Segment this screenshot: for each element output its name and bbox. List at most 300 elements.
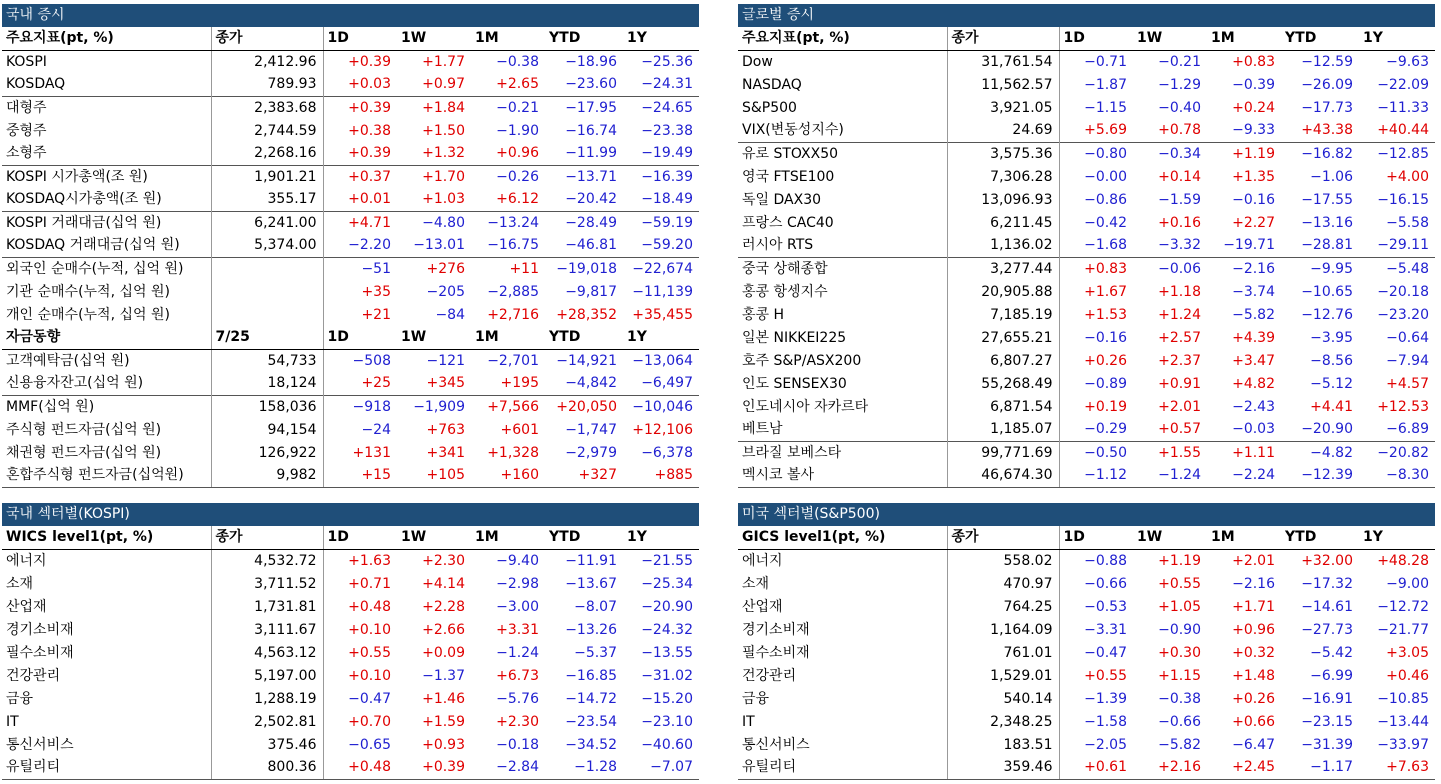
change-ytd: +4.41 — [1310, 398, 1353, 415]
row-label: KOSDAQ — [2, 73, 211, 96]
change-1d: −1.39 — [1084, 690, 1127, 707]
change-1y: −33.97 — [1377, 736, 1429, 753]
change-ytd: +32.00 — [1301, 552, 1353, 569]
change-1m: −0.18 — [496, 736, 539, 753]
table-row — [2, 641, 699, 664]
close-value: 6,211.45 — [947, 211, 1059, 234]
row-label: IT — [738, 710, 947, 733]
table-row — [738, 50, 1435, 73]
change-1w: +2.16 — [1133, 756, 1207, 779]
row-label: 필수소비재 — [738, 641, 947, 664]
change-ytd: −20.90 — [1301, 421, 1353, 438]
column-header: 1M — [471, 526, 545, 549]
change-1y: −22.09 — [1377, 76, 1429, 93]
table-row — [2, 96, 699, 119]
row-label: Dow — [738, 50, 947, 73]
row-label: 기관 순매수(누적, 십억 원) — [2, 280, 211, 303]
row-label: 필수소비재 — [2, 641, 211, 664]
change-1w: +345 — [426, 375, 465, 392]
close-value: 2,744.59 — [211, 119, 323, 142]
close-value: 1,164.09 — [947, 618, 1059, 641]
close-value: 761.01 — [947, 641, 1059, 664]
change-1d: −2.20 — [348, 237, 391, 254]
change-1d: −0.66 — [1084, 575, 1127, 592]
table-row — [738, 441, 1435, 464]
change-1d: +0.10 — [348, 621, 391, 638]
table-row — [2, 257, 699, 280]
table-row — [2, 142, 699, 165]
column-header: 종가 — [211, 27, 323, 50]
change-1d: −0.53 — [1084, 598, 1127, 615]
row-label: 주식형 펀드자금(십억 원) — [2, 418, 211, 441]
table-row — [2, 756, 699, 779]
change-1y: −9.00 — [1386, 575, 1429, 592]
table-row — [738, 641, 1435, 664]
change-1y: −31.02 — [641, 667, 693, 684]
table-row — [738, 733, 1435, 756]
change-1w: −1.37 — [422, 667, 465, 684]
table-row — [738, 710, 1435, 733]
change-1y: +885 — [623, 464, 699, 487]
table-row — [738, 211, 1435, 234]
close-value: 4,532.72 — [211, 549, 323, 572]
close-value — [211, 303, 323, 326]
row-label: 중국 상해종합 — [738, 257, 947, 280]
change-ytd: −12.76 — [1301, 306, 1353, 323]
close-value: 3,575.36 — [947, 142, 1059, 165]
change-1m: −1.90 — [496, 122, 539, 139]
close-value: 13,096.93 — [947, 188, 1059, 211]
table-row — [2, 618, 699, 641]
change-1m: −0.21 — [471, 96, 545, 119]
close-value — [211, 257, 323, 280]
column-header: 1Y — [623, 526, 699, 549]
change-1w: +0.93 — [422, 736, 465, 753]
change-1w: −1.59 — [1158, 191, 1201, 208]
change-ytd: −19,018 — [545, 257, 623, 280]
table-row — [738, 303, 1435, 326]
table-row — [738, 165, 1435, 188]
change-1w: −0.40 — [1158, 99, 1201, 116]
change-1m: +195 — [500, 375, 539, 392]
row-label: 통신서비스 — [738, 733, 947, 756]
table-header-row — [2, 326, 699, 349]
table-row — [2, 733, 699, 756]
row-label: 에너지 — [738, 549, 947, 572]
close-value: 24.69 — [947, 119, 1059, 142]
table-row — [2, 710, 699, 733]
change-1y: −16.15 — [1377, 191, 1429, 208]
close-value: 764.25 — [947, 595, 1059, 618]
row-label: 산업재 — [2, 595, 211, 618]
table-row — [2, 73, 699, 96]
column-header: 주요지표(pt, %) — [738, 27, 947, 50]
change-ytd: −26.09 — [1301, 76, 1353, 93]
change-1m: +2.45 — [1207, 756, 1281, 779]
table-row — [738, 234, 1435, 257]
column-header: 1W — [397, 526, 471, 549]
change-ytd: −3.95 — [1310, 329, 1353, 346]
row-label: 유틸리티 — [2, 756, 211, 779]
change-1d: +0.55 — [348, 644, 391, 661]
column-header: 1D — [323, 526, 397, 549]
change-ytd: +28,352 — [556, 306, 617, 323]
change-1y: −10.85 — [1377, 690, 1429, 707]
change-1y: −11.33 — [1377, 99, 1429, 116]
close-value: 1,185.07 — [947, 418, 1059, 441]
change-1d: +0.83 — [1059, 257, 1133, 280]
change-1y: −25.36 — [641, 53, 693, 70]
change-1y: −7.07 — [623, 756, 699, 779]
table-header-row — [2, 526, 699, 549]
close-value: 3,277.44 — [947, 257, 1059, 280]
row-label: 혼합주식형 펀드자금(십억원) — [2, 464, 211, 487]
change-1d: −1.15 — [1084, 99, 1127, 116]
table-row — [738, 349, 1435, 372]
change-1m: +7,566 — [471, 395, 545, 418]
global-market-panel — [738, 4, 1435, 488]
change-1m: −0.03 — [1232, 421, 1275, 438]
change-1d: +0.10 — [348, 667, 391, 684]
row-label: 홍콩 항셍지수 — [738, 280, 947, 303]
change-1m: +3.47 — [1232, 352, 1275, 369]
change-1d: −0.16 — [1084, 329, 1127, 346]
change-ytd: −20.42 — [565, 191, 617, 208]
change-1w: +0.16 — [1158, 214, 1201, 231]
change-1w: −5.82 — [1158, 736, 1201, 753]
row-label: 산업재 — [738, 595, 947, 618]
change-1m: −2.43 — [1232, 398, 1275, 415]
change-1y: +4.00 — [1386, 168, 1429, 185]
change-1m: −2.16 — [1232, 575, 1275, 592]
column-header: GICS level1(pt, %) — [738, 526, 947, 549]
close-value: 470.97 — [947, 572, 1059, 595]
row-label: 채권형 펀드자금(십억 원) — [2, 441, 211, 464]
table-row — [738, 464, 1435, 487]
change-ytd: −4,842 — [565, 375, 617, 392]
change-1m: +1.11 — [1207, 441, 1281, 464]
change-1w: +1.55 — [1133, 441, 1207, 464]
table-row — [738, 96, 1435, 119]
table-row — [738, 119, 1435, 142]
change-1d: −1.58 — [1084, 713, 1127, 730]
table-row — [2, 50, 699, 73]
change-1m: −2,701 — [487, 352, 539, 369]
domestic-market-panel — [2, 4, 699, 488]
change-1d: −0.89 — [1084, 375, 1127, 392]
row-label: 프랑스 CAC40 — [738, 211, 947, 234]
change-1d: +0.26 — [1084, 352, 1127, 369]
change-1y: −29.11 — [1377, 237, 1429, 254]
change-1d: +131 — [352, 444, 391, 461]
change-1y: +0.46 — [1386, 667, 1429, 684]
change-1w: −205 — [426, 283, 465, 300]
close-value: 2,268.16 — [211, 142, 323, 165]
change-1w: −0.21 — [1158, 53, 1201, 70]
change-ytd: −13.26 — [565, 621, 617, 638]
close-value: 7,306.28 — [947, 165, 1059, 188]
change-1d: −0.71 — [1084, 53, 1127, 70]
table-row — [2, 664, 699, 687]
row-label: 경기소비재 — [738, 618, 947, 641]
change-1w: −84 — [435, 306, 465, 323]
row-label: 베트남 — [738, 418, 947, 441]
row-label: KOSPI 거래대금(십억 원) — [2, 211, 211, 234]
change-1w: −0.66 — [1158, 713, 1201, 730]
change-1m: −0.16 — [1232, 191, 1275, 208]
column-header: 1M — [1207, 27, 1281, 50]
column-header: YTD — [1281, 526, 1359, 549]
close-value: 1,529.01 — [947, 664, 1059, 687]
change-ytd: −8.56 — [1310, 352, 1353, 369]
change-ytd: +43.38 — [1301, 122, 1353, 139]
change-ytd: −17.95 — [545, 96, 623, 119]
close-value: 5,197.00 — [211, 664, 323, 687]
panel-title: 미국 섹터별(S&P500) — [738, 503, 1435, 526]
close-value — [211, 280, 323, 303]
table-row — [2, 441, 699, 464]
row-label: 경기소비재 — [2, 618, 211, 641]
change-1y: −13.55 — [641, 644, 693, 661]
table-row — [2, 395, 699, 418]
change-1y: −16.39 — [623, 165, 699, 188]
column-header: 7/25 — [211, 326, 323, 349]
change-1y: +3.05 — [1386, 644, 1429, 661]
change-1y: −24.31 — [641, 76, 693, 93]
row-label: KOSPI — [2, 50, 211, 73]
global-market-table — [738, 27, 1435, 488]
change-1y: −20.82 — [1359, 441, 1435, 464]
domestic-market-table — [2, 27, 699, 488]
close-value: 31,761.54 — [947, 50, 1059, 73]
change-1w: +2.37 — [1158, 352, 1201, 369]
change-ytd: −17.32 — [1301, 575, 1353, 592]
change-1w: +763 — [426, 421, 465, 438]
row-label: 금융 — [738, 687, 947, 710]
change-1y: −23.10 — [641, 713, 693, 730]
table-row — [738, 756, 1435, 779]
row-label: 통신서비스 — [2, 733, 211, 756]
close-value: 6,807.27 — [947, 349, 1059, 372]
row-label: 유로 STOXX50 — [738, 142, 947, 165]
change-1d: +15 — [323, 464, 397, 487]
close-value: 99,771.69 — [947, 441, 1059, 464]
change-ytd: −11.91 — [565, 552, 617, 569]
change-1w: +2.30 — [422, 552, 465, 569]
table-row — [738, 188, 1435, 211]
change-1m: +0.83 — [1232, 53, 1275, 70]
change-1m: +0.32 — [1232, 644, 1275, 661]
row-label: 신용융자잔고(십억 원) — [2, 372, 211, 395]
change-ytd: −16.82 — [1281, 142, 1359, 165]
change-1d: −0.65 — [348, 736, 391, 753]
change-ytd: −13.67 — [565, 575, 617, 592]
change-1d: −0.80 — [1059, 142, 1133, 165]
close-value: 789.93 — [211, 73, 323, 96]
change-1m: −1.24 — [496, 644, 539, 661]
change-1m: +1.71 — [1232, 598, 1275, 615]
row-label: 멕시코 볼사 — [738, 464, 947, 487]
column-header: 1Y — [1359, 27, 1435, 50]
table-row — [738, 372, 1435, 395]
table-row — [2, 165, 699, 188]
change-1w: +105 — [397, 464, 471, 487]
change-1d: +0.61 — [1059, 756, 1133, 779]
change-1m: +6.12 — [496, 191, 539, 208]
change-1d: −0.47 — [1084, 644, 1127, 661]
close-value: 94,154 — [211, 418, 323, 441]
column-header: 1D — [323, 326, 397, 349]
close-value: 359.46 — [947, 756, 1059, 779]
close-value: 18,124 — [211, 372, 323, 395]
change-1d: −1.12 — [1059, 464, 1133, 487]
change-1d: +0.37 — [323, 165, 397, 188]
table-row — [738, 395, 1435, 418]
row-label: 소재 — [738, 572, 947, 595]
change-1y: −25.34 — [641, 575, 693, 592]
change-1y: −22,674 — [623, 257, 699, 280]
column-header: 1W — [1133, 526, 1207, 549]
row-label: 대형주 — [2, 96, 211, 119]
row-label: IT — [2, 710, 211, 733]
close-value: 158,036 — [211, 395, 323, 418]
change-1d: +0.19 — [1084, 398, 1127, 415]
close-value: 800.36 — [211, 756, 323, 779]
change-1w: +0.55 — [1158, 575, 1201, 592]
change-1m: −2,885 — [487, 283, 539, 300]
table-row — [2, 303, 699, 326]
row-label: 소재 — [2, 572, 211, 595]
change-1y: −24.65 — [623, 96, 699, 119]
change-1y: −20.18 — [1377, 283, 1429, 300]
change-1d: −0.42 — [1084, 214, 1127, 231]
column-header: 1D — [323, 27, 397, 50]
column-header: 1W — [1133, 27, 1207, 50]
table-row — [738, 257, 1435, 280]
close-value: 54,733 — [211, 349, 323, 372]
close-value: 20,905.88 — [947, 280, 1059, 303]
close-value: 1,136.02 — [947, 234, 1059, 257]
change-1y: +35,455 — [632, 306, 693, 323]
change-1m: −2.98 — [496, 575, 539, 592]
row-label: VIX(변동성지수) — [738, 119, 947, 142]
change-1m: +2,716 — [487, 306, 539, 323]
row-label: 금융 — [2, 687, 211, 710]
change-1y: −13,064 — [632, 352, 693, 369]
table-header-row — [738, 27, 1435, 50]
close-value: 7,185.19 — [947, 303, 1059, 326]
change-1m: −19.71 — [1223, 237, 1275, 254]
change-1w: +2.66 — [422, 621, 465, 638]
change-ytd: −28.49 — [545, 211, 623, 234]
change-1w: +1.18 — [1158, 283, 1201, 300]
row-label: 인도네시아 자카르타 — [738, 395, 947, 418]
row-label: 건강관리 — [2, 664, 211, 687]
row-label: 건강관리 — [738, 664, 947, 687]
change-1w: +1.05 — [1158, 598, 1201, 615]
change-1d: −918 — [323, 395, 397, 418]
change-1w: +2.57 — [1158, 329, 1201, 346]
change-1d: +1.67 — [1084, 283, 1127, 300]
change-1m: −5.82 — [1232, 306, 1275, 323]
column-header: 1M — [1207, 526, 1281, 549]
change-1w: +341 — [426, 444, 465, 461]
table-row — [738, 73, 1435, 96]
table-row — [2, 234, 699, 257]
change-1m: −3.00 — [496, 598, 539, 615]
row-label: 호주 S&P/ASX200 — [738, 349, 947, 372]
change-1y: −12.72 — [1377, 598, 1429, 615]
change-1w: +4.14 — [422, 575, 465, 592]
change-1w: +0.78 — [1158, 122, 1201, 139]
column-header: 1M — [471, 27, 545, 50]
change-1y: −59.19 — [623, 211, 699, 234]
close-value: 2,383.68 — [211, 96, 323, 119]
table-header-row — [2, 27, 699, 50]
change-1w: +0.09 — [422, 644, 465, 661]
change-ytd: −13.16 — [1301, 214, 1353, 231]
change-ytd: −10.65 — [1301, 283, 1353, 300]
change-1y: −24.32 — [641, 621, 693, 638]
change-1y: −20.90 — [641, 598, 693, 615]
column-header: 주요지표(pt, %) — [2, 27, 211, 50]
change-ytd: +20,050 — [545, 395, 623, 418]
change-ytd: −17.73 — [1301, 99, 1353, 116]
change-1d: −3.31 — [1084, 621, 1127, 638]
change-1y: +12,106 — [632, 421, 693, 438]
change-1y: −59.20 — [641, 237, 693, 254]
change-1w: +1.84 — [397, 96, 471, 119]
column-header: 1D — [1059, 27, 1133, 50]
change-1y: −0.64 — [1386, 329, 1429, 346]
change-1y: −13.44 — [1377, 713, 1429, 730]
row-label: 개인 순매수(누적, 십억 원) — [2, 303, 211, 326]
change-ytd: −9.95 — [1281, 257, 1359, 280]
change-1y: +4.57 — [1386, 375, 1429, 392]
change-1m: +160 — [471, 464, 545, 487]
close-value: 9,982 — [211, 464, 323, 487]
column-header: YTD — [1281, 27, 1359, 50]
change-ytd: −6.99 — [1310, 667, 1353, 684]
table-row — [738, 664, 1435, 687]
change-1d: +4.71 — [323, 211, 397, 234]
change-1w: +0.14 — [1158, 168, 1201, 185]
change-1d: +0.03 — [348, 76, 391, 93]
table-row — [2, 595, 699, 618]
change-1m: +0.24 — [1232, 99, 1275, 116]
change-ytd: −23.15 — [1301, 713, 1353, 730]
change-1d: +0.71 — [348, 575, 391, 592]
column-header: 1D — [1059, 526, 1133, 549]
change-1w: +1.32 — [422, 145, 465, 162]
change-1y: −23.38 — [641, 122, 693, 139]
column-header: 1W — [397, 27, 471, 50]
change-1w: +276 — [397, 257, 471, 280]
change-1y: −7.94 — [1386, 352, 1429, 369]
change-1y: −19.49 — [641, 145, 693, 162]
change-1w: +0.30 — [1158, 644, 1201, 661]
close-value: 6,871.54 — [947, 395, 1059, 418]
column-header: YTD — [545, 326, 623, 349]
change-ytd: −9,817 — [565, 283, 617, 300]
change-1y: +48.28 — [1377, 552, 1429, 569]
close-value: 11,562.57 — [947, 73, 1059, 96]
table-row — [738, 549, 1435, 572]
table-row — [2, 188, 699, 211]
change-1m: +1.19 — [1207, 142, 1281, 165]
close-value: 1,731.81 — [211, 595, 323, 618]
change-ytd: −5.37 — [574, 644, 617, 661]
